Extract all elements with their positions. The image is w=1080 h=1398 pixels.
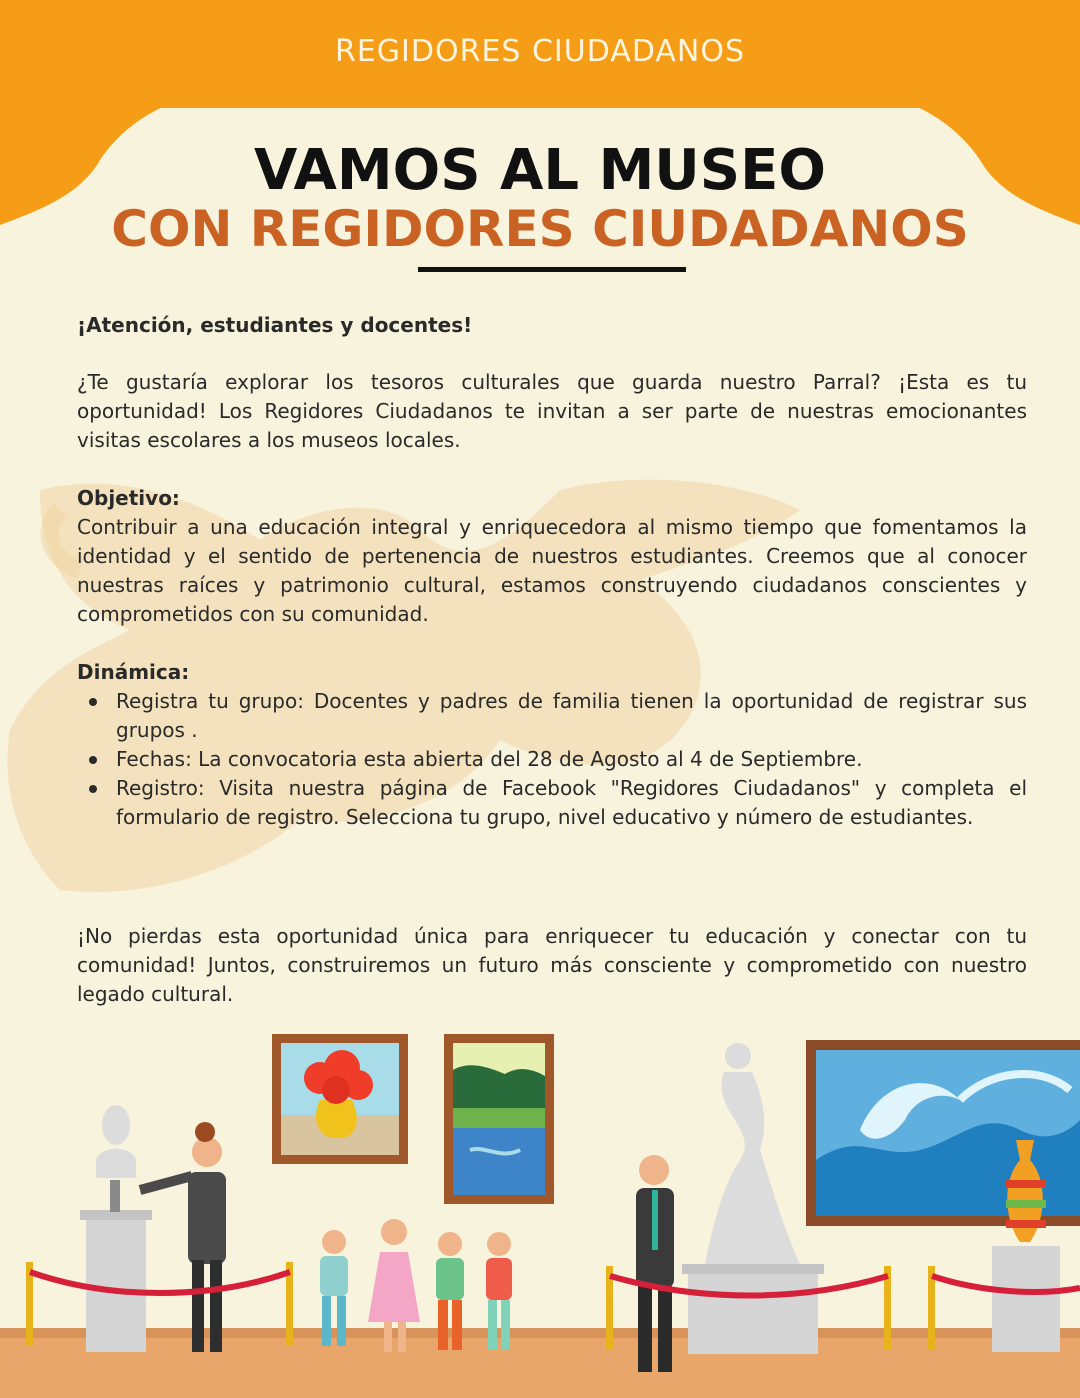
subtitle: CON REGIDORES CIUDADANOS (111, 200, 969, 258)
objective-heading: Objetivo: (77, 486, 180, 510)
title-underline (418, 267, 686, 272)
objective-paragraph: Contribuir a una educación integral y enriquecedora al mismo tiempo que fomentamos la identidad y el sentido de pertenencia de nuestros estudiantes. Creemos que al conocer nuestras raíces y patrimonio cultural, estamos construyendo ciudadanos conscientes y comprometidos con su comunidad. (77, 515, 1027, 626)
dynamic-heading: Dinámica: (77, 660, 190, 684)
flower-painting-icon (272, 1034, 408, 1164)
dynamic-list (77, 687, 1027, 832)
main-title: VAMOS AL MUSEO (254, 138, 826, 203)
venus-statue-icon (682, 1043, 824, 1354)
tour-guide-woman-icon (140, 1122, 226, 1352)
greeting: ¡Atención, estudiantes y docentes! (77, 313, 473, 337)
bust-statue-icon (80, 1105, 152, 1352)
landscape-painting-icon (444, 1034, 554, 1204)
intro-paragraph: ¿Te gustaría explorar los tesoros culturales que guarda nuestro Parral? ¡Esta es tu oportunidad! Los Regidores Ciudadanos te invitan a ser parte de nuestras emocionantes visitas escolares a los museos locales. (77, 370, 1027, 452)
list-item: Fechas: La convocatoria esta abierta del 28 de Agosto al 4 de Septiembre. (77, 745, 1027, 774)
museum-illustration (0, 1010, 1080, 1398)
list-item: Registro: Visita nuestra página de Facebook "Regidores Ciudadanos" y completa el formulario de registro. Selecciona tu grupo, nivel educativo y número de estudiantes. (77, 774, 1027, 832)
list-item: Registra tu grupo: Docentes y padres de familia tienen la oportunidad de registrar sus grupos . (77, 687, 1027, 745)
closing-paragraph: ¡No pierdas esta oportunidad única para enriquecer tu educación y conectar con tu comunidad! Juntos, construiremos un futuro más consciente y comprometido con nuestro legado cultural. (77, 924, 1027, 1006)
brand-name: REGIDORES CIUDADANOS (334, 34, 746, 69)
